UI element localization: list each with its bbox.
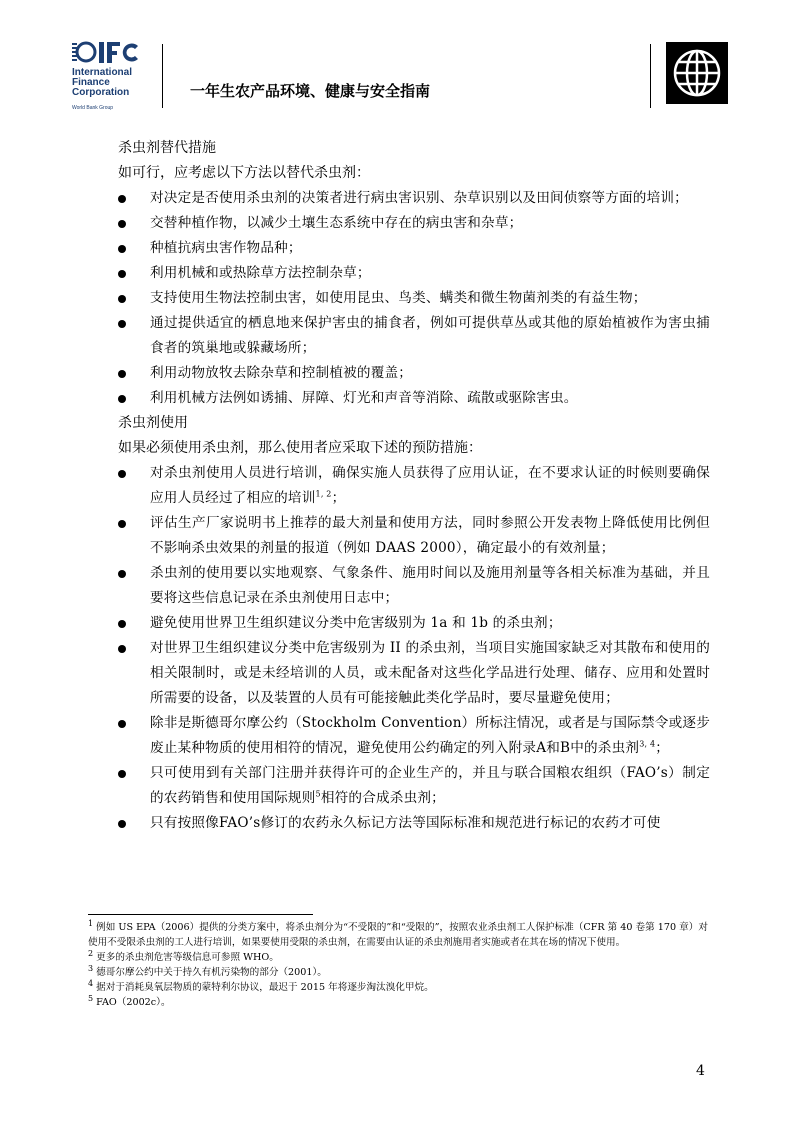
list-item <box>118 311 710 361</box>
list-item <box>118 261 710 286</box>
list-item-text: 对世界卫生组织建议分类中危害级别为 II 的杀虫剂，当项目实施国家缺乏对其散布和使用的相关限制时，或是未经培训的人员，或未配备对这些化学品进行处理、储存、应用和处置时所需要的设备，以及装置的人员有可能接触此类化学品时，要尽量避免使用； <box>150 640 710 706</box>
list-item <box>118 211 710 236</box>
bullet-icon <box>118 820 126 828</box>
list-item-text: 除非是斯德哥尔摩公约（Stockholm Convention）所标注情况，或者是与国际禁令或逐步废止某种物质的使用相符的情况，避免使用公约确定的列入附录A和B中的杀虫剂 <box>150 715 710 756</box>
footnote-ref: 1, 2 <box>315 489 332 499</box>
bullet-icon <box>118 270 126 278</box>
bullet-icon <box>118 220 126 228</box>
bullet-icon <box>118 770 126 778</box>
footnote-ref: 5 <box>315 789 321 799</box>
ifc-logo-icon <box>72 40 142 66</box>
footnote <box>88 920 710 950</box>
page-number: 4 <box>696 1063 705 1079</box>
section-heading-alternatives: 杀虫剂替代措施 <box>118 140 216 156</box>
list-item-text: 利用动物放牧去除杂草和控制植被的覆盖； <box>150 365 413 381</box>
footnote-text: 例如 US EPA（2006）提供的分类方案中，将杀虫剂分为“不受限的”和“受限的”，按照农业杀虫剂工人保护标准（CFR 第 40 卷第 170 章）对使用不受限杀虫剂的工人进行培训，如果要使用受限的杀虫剂，在需要由认证的杀虫剂施用者实施或者在其在场的情况下使用。 <box>88 922 708 948</box>
list-item-text: 评估生产厂家说明书上推荐的最大剂量和使用方法，同时参照公开发表物上降低使用比例但不影响杀虫效果的剂量的报道（例如 DAAS 2000），确定最小的有效剂量； <box>150 515 710 556</box>
ifc-logo <box>72 40 152 110</box>
list-item <box>118 636 710 711</box>
footnote-number: 5 <box>88 993 94 1003</box>
page-title: 一年生农产品环境、健康与安全指南 <box>190 82 431 100</box>
footnote-text: 更多的杀虫剂危害等级信息可参照 WHO。 <box>96 952 279 963</box>
list-item-text: 支持使用生物法控制虫害，如使用昆虫、鸟类、螨类和微生物菌剂类的有益生物； <box>150 290 647 306</box>
use-intro: 如果必须使用杀虫剂，那么使用者应采取下述的预防措施： <box>118 440 482 456</box>
footnotes <box>88 920 710 1010</box>
list-item-text-after: ； <box>655 740 670 756</box>
list-item-text: 种植抗病虫害作物品种； <box>150 240 302 256</box>
alternatives-list <box>118 186 710 411</box>
logo-line-1: International <box>72 67 133 78</box>
bullet-icon <box>118 645 126 653</box>
list-item <box>118 461 710 511</box>
list-item-text: 避免使用世界卫生组织建议分类中危害级别为 1a 和 1b 的杀虫剂； <box>150 615 562 631</box>
list-item <box>118 236 710 261</box>
section-heading-use: 杀虫剂使用 <box>118 415 188 431</box>
bullet-icon <box>118 620 126 628</box>
bullet-icon <box>118 245 126 253</box>
bullet-icon <box>118 520 126 528</box>
list-item-text: 杀虫剂的使用要以实地观察、气象条件、施用时间以及施用剂量等各相关标准为基础，并且要将这些信息记录在杀虫剂使用日志中； <box>150 565 710 606</box>
footnote-number: 4 <box>88 978 94 988</box>
list-item <box>118 761 710 811</box>
list-item <box>118 511 710 561</box>
bullet-icon <box>118 195 126 203</box>
footnote <box>88 950 710 965</box>
footnote <box>88 965 710 980</box>
list-item-text: 只可使用到有关部门注册并获得许可的企业生产的，并且与联合国粮农组织（FAO’s）制定的农药销售和使用国际规则 <box>150 765 710 806</box>
list-item-text: 对决定是否使用杀虫剂的决策者进行病虫害识别、杂草识别以及田间侦察等方面的培训； <box>150 190 688 206</box>
bullet-icon <box>118 720 126 728</box>
bullet-icon <box>118 320 126 328</box>
list-item <box>118 386 710 411</box>
footnote <box>88 995 710 1010</box>
footnote-number: 3 <box>88 963 94 973</box>
list-item-text: 利用机械方法例如诱捕、屏障、灯光和声音等消除、疏散或驱除害虫。 <box>150 390 578 406</box>
list-item-text-after: ； <box>331 490 346 506</box>
header-divider-right <box>650 44 651 108</box>
footnote-separator <box>88 914 313 915</box>
list-item <box>118 711 710 761</box>
list-item <box>118 811 710 836</box>
world-bank-globe-icon <box>666 42 728 104</box>
list-item-text: 利用机械和或热除草方法控制杂草； <box>150 265 371 281</box>
footnote-ref: 3, 4 <box>639 739 656 749</box>
footnote-text: 据对于消耗臭氧层物质的蒙特利尔协议，最迟于 2015 年将逐步淘汰溴化甲烷。 <box>96 982 434 993</box>
alternatives-intro: 如可行，应考虑以下方法以替代杀虫剂： <box>118 165 370 181</box>
logo-subtitle: World Bank Group <box>72 105 114 111</box>
header-divider-left <box>162 44 163 108</box>
bullet-icon <box>118 370 126 378</box>
footnote-text: FAO（2002c）。 <box>96 997 171 1008</box>
list-item-text-after: 相符的合成杀虫剂； <box>320 790 445 806</box>
footnote-text: 德哥尔摩公约中关于持久有机污染物的部分（2001）。 <box>96 967 327 978</box>
use-list <box>118 461 710 836</box>
footnote <box>88 980 710 995</box>
bullet-icon <box>118 295 126 303</box>
bullet-icon <box>118 470 126 478</box>
logo-line-3: Corporation <box>72 87 130 98</box>
list-item-text: 只有按照像FAO’s修订的农药永久标记方法等国际标准和规范进行标记的农药才可使 <box>150 815 661 831</box>
list-item-text: 交替种植作物，以减少土壤生态系统中存在的病虫害和杂草； <box>150 215 523 231</box>
list-item-text: 通过提供适宜的栖息地来保护害虫的捕食者，例如可提供草丛或其他的原始植被作为害虫捕食者的筑巢地或躲藏场所； <box>150 315 710 356</box>
ifc-logo-text <box>72 68 132 98</box>
list-item <box>118 361 710 386</box>
list-item <box>118 286 710 311</box>
main-content <box>118 136 710 836</box>
list-item <box>118 561 710 611</box>
bullet-icon <box>118 570 126 578</box>
list-item-text: 对杀虫剂使用人员进行培训，确保实施人员获得了应用认证，在不要求认证的时候则要确保应用人员经过了相应的培训 <box>150 465 710 506</box>
logo-line-2: Finance <box>72 77 110 88</box>
footnote-number: 2 <box>88 948 94 958</box>
list-item <box>118 611 710 636</box>
bullet-icon <box>118 395 126 403</box>
footnote-number: 1 <box>88 918 94 928</box>
list-item <box>118 186 710 211</box>
